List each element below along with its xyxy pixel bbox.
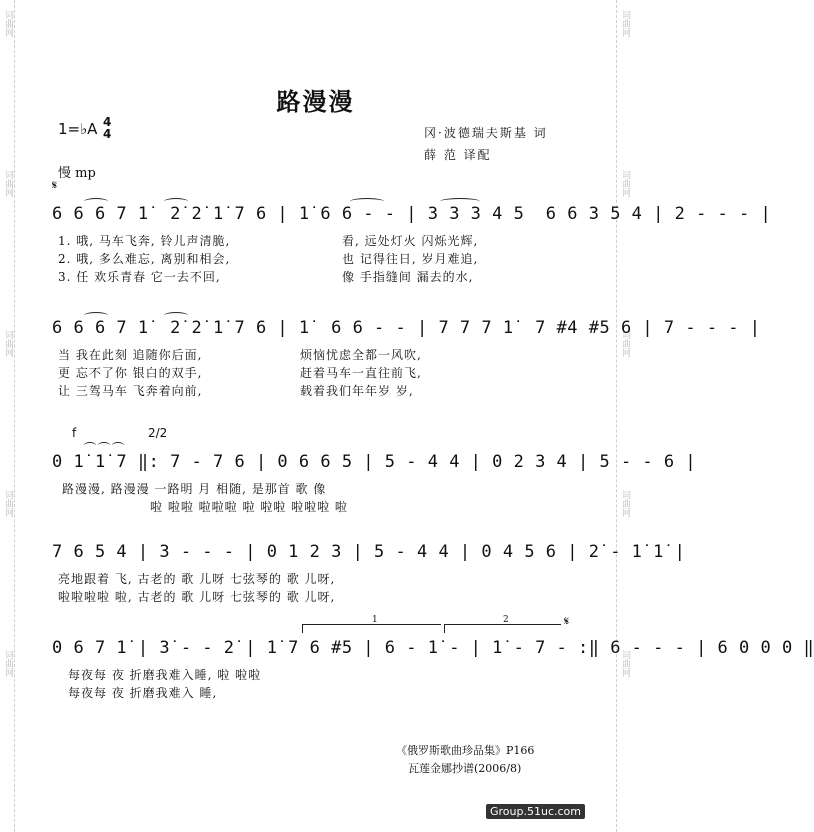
lyric-line: 更 忘不了你 银白的双手, (58, 366, 203, 380)
side-mark: 词曲网 (3, 490, 13, 517)
notation-row: 0 6 7 1̇ | 3̇ - - 2̇ | 1̇ 7 6 #5 | 6 - 1̇ - | 1̇ - 7 - :‖ 6 - - - | 6 0 0 0 ‖ (52, 638, 814, 658)
key-signature: 1=♭A (58, 120, 98, 138)
source-reference: 《俄罗斯歌曲珍品集》P166 (396, 744, 535, 757)
side-mark: 词曲网 (620, 10, 630, 37)
lyric-line: 赶着马车一直往前飞, (300, 366, 422, 380)
side-mark: 词曲网 (620, 170, 630, 197)
lyric-line: 当 我在此刻 追随你后面, (58, 348, 203, 362)
volta-number: 2 (503, 615, 509, 625)
lyric-line: 像 手指缝间 漏去的水, (342, 270, 474, 284)
notation-row: 7 6 5 4 | 3 - - - | 0 1 2 3 | 5 - 4 4 | 0 4 5 6 | 2̇ - 1̇ 1̇ | (52, 542, 686, 562)
side-mark: 词曲网 (620, 330, 630, 357)
notation-row: 6 6 6 7 1̇ 2̇ 2̇ 1̇ 7 6 | 1̇ 6 6 - - | 3 3 3 4 5 6 6 3 5 4 | 2 - - - | (52, 204, 772, 224)
lyric-line: 烦恼忧虑全都一风吹, (300, 348, 422, 362)
right-margin-strip (616, 0, 631, 832)
volta-number: 1 (372, 615, 378, 625)
translator-credit: 薛 范 译配 (424, 148, 492, 162)
lyric-line: 啦啦啦啦 啦, 古老的 歌 儿呀 七弦琴的 歌 儿呀, (58, 590, 336, 604)
lyric-line: 每夜每 夜 折磨我难入睡, 啦 啦啦 (68, 668, 262, 682)
lyric-line: 啦 啦啦 啦啦啦 啦 啦啦 啦啦啦 啦 (150, 500, 348, 514)
fermata (84, 442, 96, 449)
lyric-line: 3. 任 欢乐青春 它一去不回, (58, 270, 221, 284)
side-mark: 词曲网 (620, 650, 630, 677)
lyric-line: 路漫漫, 路漫漫 一路明 月 相随, 是那首 歌 像 (62, 482, 327, 496)
lyric-line: 让 三驾马车 飞奔着向前, (58, 384, 203, 398)
coda-sign: 𝄋 (564, 614, 570, 628)
side-mark: 词曲网 (3, 330, 13, 357)
site-logo: Group.51uc.com (486, 804, 585, 819)
segno-sign: 𝄋 (52, 178, 58, 192)
side-mark: 词曲网 (3, 10, 13, 37)
meter-change: 2/2 (148, 426, 168, 440)
song-title: 路漫漫 (276, 87, 355, 116)
time-signature (103, 116, 111, 140)
fermata (98, 442, 110, 449)
notation-row: 0 1̇ 1̇ 7 ‖: 7 - 7 6 | 0 6 6 5 | 5 - 4 4 | 0 2 3 4 | 5 - - 6 | (52, 452, 697, 472)
lyric-line: 也 记得往日, 岁月难追, (342, 252, 479, 266)
copier-credit: 瓦莲金娜抄谱(2006/8) (408, 762, 522, 775)
side-mark: 词曲网 (620, 490, 630, 517)
meter-top: 4 (103, 115, 112, 129)
volta-bracket (302, 615, 441, 633)
notation-row: 6 6 6 7 1̇ 2̇ 2̇ 1̇ 7 6 | 1̇ 6 6 - - | 7 7 7 1̇ 7 #4 #5 6 | 7 - - - | (52, 318, 761, 338)
volta-bracket (444, 615, 561, 633)
lyricist-credit: 冈·波德瑞夫斯基 词 (424, 126, 548, 140)
lyric-line: 亮地跟着 飞, 古老的 歌 儿呀 七弦琴的 歌 儿呀, (58, 572, 336, 586)
dynamic-marking: f (72, 426, 77, 440)
side-mark: 词曲网 (3, 170, 13, 197)
fermata (112, 442, 124, 449)
side-mark: 词曲网 (3, 650, 13, 677)
meter-bottom: 4 (103, 127, 112, 141)
lyric-line: 看, 远处灯火 闪烁光辉, (342, 234, 479, 248)
left-margin-strip (0, 0, 15, 832)
lyric-line: 每夜每 夜 折磨我难入 睡, (68, 686, 218, 700)
lyric-line: 载着我们年年岁 岁, (300, 384, 414, 398)
lyric-line: 2. 哦, 多么难忘, 离别和相会, (58, 252, 231, 266)
lyric-line: 1. 哦, 马车飞奔, 铃儿声清脆, (58, 234, 231, 248)
tempo-marking: 慢 mp (58, 166, 96, 181)
